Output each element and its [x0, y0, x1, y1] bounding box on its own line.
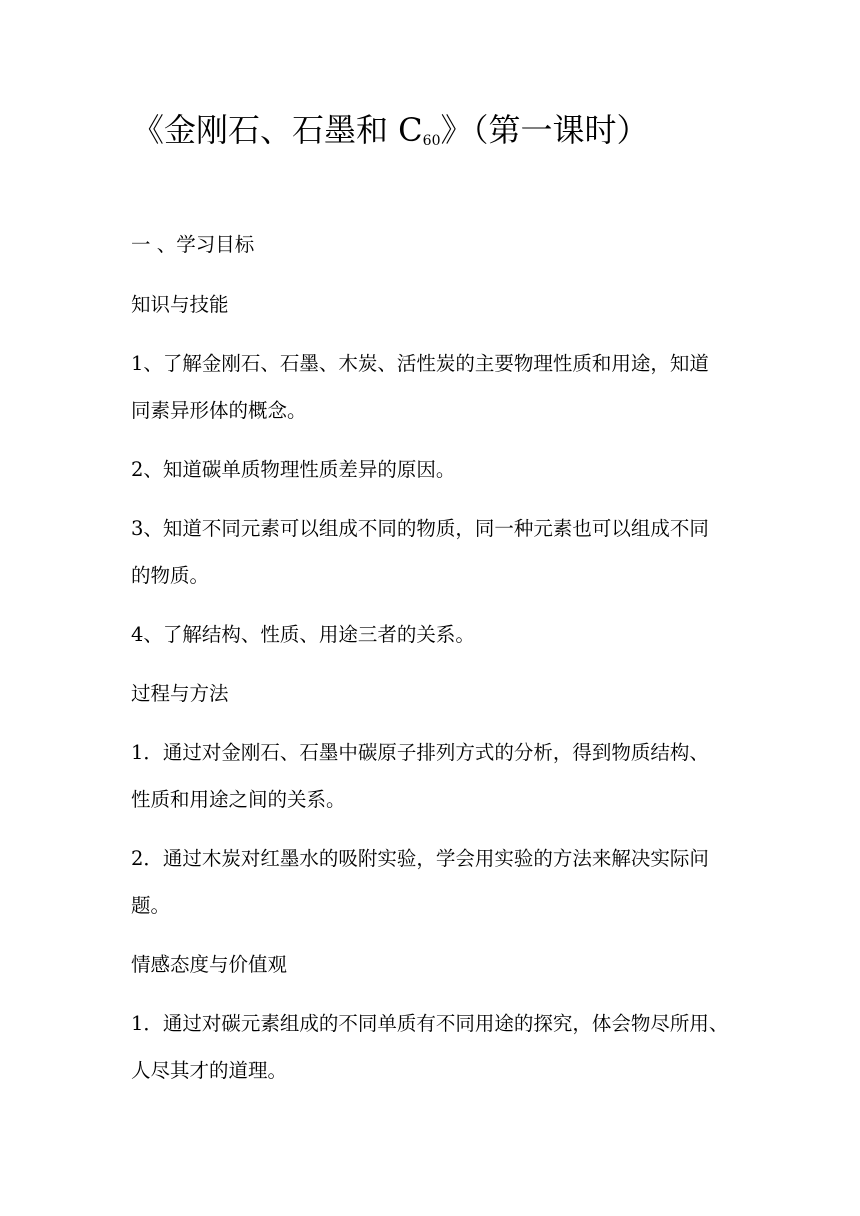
- process-item-1-line-1: 1．通过对金刚石、石墨中碳原子排列方式的分析，得到物质结构、: [131, 741, 709, 764]
- emotion-item-1-line-1: 1．通过对碳元素组成的不同单质有不同用途的探究，体会物尽所用、: [131, 1012, 729, 1035]
- process-heading: 过程与方法: [131, 682, 229, 705]
- knowledge-heading: 知识与技能: [131, 293, 229, 316]
- title-part2: 》（第一课时）: [440, 111, 649, 149]
- knowledge-item-4: 4、了解结构、性质、用途三者的关系。: [131, 623, 475, 646]
- section-heading: 一 、学习目标: [131, 233, 255, 256]
- knowledge-item-1-line-1: 1、了解金刚石、石墨、木炭、活性炭的主要物理性质和用途，知道: [131, 352, 709, 375]
- knowledge-item-2: 2、知道碳单质物理性质差异的原因。: [131, 458, 456, 481]
- title-part1: 《金刚石、石墨和 C: [132, 111, 423, 149]
- knowledge-item-3-line-1: 3、知道不同元素可以组成不同的物质，同一种元素也可以组成不同: [131, 517, 709, 540]
- knowledge-item-1-line-2: 同素异形体的概念。: [131, 399, 307, 422]
- process-item-1-line-2: 性质和用途之间的关系。: [131, 788, 346, 811]
- title-subscript: 60: [422, 133, 441, 149]
- process-item-2-line-1: 2．通过木炭对红墨水的吸附实验，学会用实验的方法来解决实际问: [131, 847, 709, 870]
- emotion-item-1-line-2: 人尽其才的道理。: [131, 1059, 288, 1082]
- knowledge-item-3-line-2: 的物质。: [131, 564, 210, 587]
- process-item-2-line-2: 题。: [131, 894, 171, 917]
- document-title: [132, 106, 649, 154]
- emotion-heading: 情感态度与价值观: [131, 953, 288, 976]
